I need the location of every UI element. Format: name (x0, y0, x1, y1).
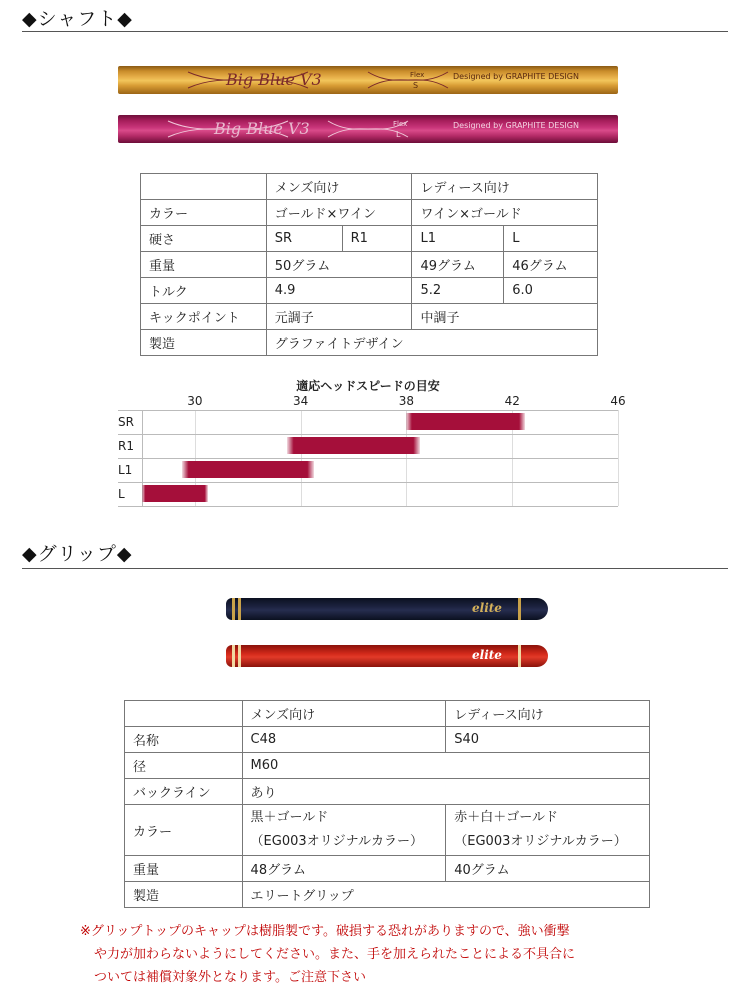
table-cell: R1 (342, 226, 412, 252)
table-row (141, 304, 598, 330)
shaft-maker: Designed by GRAPHITE DESIGN (453, 121, 579, 130)
grip-gold-band (518, 598, 521, 620)
x-tick-label: 42 (504, 394, 520, 408)
row-label: 製造 (125, 882, 243, 908)
x-tick-label: 38 (398, 394, 415, 408)
shaft-image-gold (118, 66, 618, 94)
table-cell: 50グラム (266, 252, 412, 278)
grip-logo: elite (472, 601, 502, 615)
grip-spec-table (124, 700, 650, 908)
shaft-image-wine (118, 115, 618, 143)
color-note: （EG003オリジナルカラー） (250, 834, 423, 849)
row-label: 重量 (141, 252, 267, 278)
table-cell: 48グラム (242, 856, 446, 882)
speed-range-bar (406, 413, 525, 430)
grip-gold-band (238, 598, 241, 620)
table-header-ladies: レディース向け (412, 174, 598, 200)
row-label: 名称 (125, 727, 243, 753)
table-cell: あり (242, 779, 649, 805)
table-cell: L (504, 226, 598, 252)
speed-range-bar (142, 485, 208, 502)
row-label: カラー (141, 200, 267, 226)
table-cell: S40 (446, 727, 650, 753)
table-cell: 4.9 (266, 278, 412, 304)
row-label: 径 (125, 753, 243, 779)
row-label: 製造 (141, 330, 267, 356)
note-line: や力が加わらないようにしてください。また、手を加えられたことによる不具合に (94, 947, 576, 962)
table-cell: 40グラム (446, 856, 650, 882)
table-cell: 5.2 (412, 278, 504, 304)
table-cell: ゴールド×ワイン (266, 200, 412, 226)
grip-image-red (226, 645, 548, 667)
table-cell: 中調子 (412, 304, 598, 330)
shaft-brand-name: Big Blue V3 (226, 70, 322, 89)
table-row (141, 330, 598, 356)
grip-section-title: ◆グリップ◆ (22, 543, 133, 565)
color-note: （EG003オリジナルカラー） (454, 834, 627, 849)
speed-range-bar (182, 461, 314, 478)
row-label: キックポイント (141, 304, 267, 330)
grip-logo: elite (472, 648, 502, 662)
table-cell: SR (266, 226, 342, 252)
row-label: 硬さ (141, 226, 267, 252)
color-line: 赤＋白＋ゴールド (454, 810, 559, 825)
table-row (125, 753, 650, 779)
table-cell: 49グラム (412, 252, 504, 278)
shaft-section-title: ◆シャフト◆ (22, 8, 133, 30)
chart-title: 適応ヘッドスピードの目安 (296, 379, 440, 393)
grid-line (118, 458, 618, 459)
grid-line (118, 482, 618, 483)
table-cell: 元調子 (266, 304, 412, 330)
table-header-mens: メンズ向け (242, 701, 446, 727)
table-row (125, 779, 650, 805)
shaft-flex-label: Flex (410, 71, 425, 79)
shaft-flex: S (413, 81, 419, 90)
category-label: R1 (118, 439, 134, 453)
grid-line (118, 434, 618, 435)
table-cell: エリートグリップ (242, 882, 649, 908)
category-label: L (118, 487, 125, 501)
grip-gold-band (232, 598, 235, 620)
table-row (125, 856, 650, 882)
table-row (141, 200, 598, 226)
section-divider (22, 568, 728, 569)
category-label: L1 (118, 463, 133, 477)
table-header-mens: メンズ向け (266, 174, 412, 200)
speed-range-bar (287, 437, 419, 454)
grip-gold-band (232, 645, 235, 667)
section-divider (22, 31, 728, 32)
shaft-flex: L (396, 130, 401, 139)
x-tick-label: 30 (187, 394, 203, 408)
table-header-ladies: レディース向け (446, 701, 650, 727)
table-row (141, 252, 598, 278)
table-row (125, 882, 650, 908)
grip-gold-band (518, 645, 521, 667)
table-cell: L1 (412, 226, 504, 252)
x-tick-label: 46 (610, 394, 626, 408)
note-line: ついては補償対象外となります。ご注意下さい (94, 970, 366, 985)
x-tick-label: 34 (293, 394, 309, 408)
table-row (141, 278, 598, 304)
table-cell (446, 805, 650, 856)
grid-line (618, 410, 619, 506)
table-cell (242, 805, 446, 856)
color-line: 黒＋ゴールド (250, 810, 329, 825)
row-label: 重量 (125, 856, 243, 882)
row-label: バックライン (125, 779, 243, 805)
table-cell (125, 701, 243, 727)
shaft-brand-name: Big Blue V3 (214, 119, 310, 138)
table-cell: C48 (242, 727, 446, 753)
table-cell: M60 (242, 753, 649, 779)
grid-line (118, 506, 618, 507)
shaft-flex-label: Flex (393, 120, 408, 128)
grip-gold-band (238, 645, 241, 667)
grip-image-black (226, 598, 548, 620)
category-label: SR (118, 415, 134, 429)
table-header-row (125, 701, 650, 727)
shaft-maker: Designed by GRAPHITE DESIGN (453, 72, 579, 81)
row-label: トルク (141, 278, 267, 304)
table-cell: グラファイトデザイン (266, 330, 597, 356)
grid-line (118, 410, 618, 411)
table-cell (141, 174, 267, 200)
shaft-spec-table (140, 173, 598, 356)
table-row (125, 727, 650, 753)
table-cell: 46グラム (504, 252, 598, 278)
table-cell: 6.0 (504, 278, 598, 304)
note-line: ※グリップトップのキャップは樹脂製です。破損する恐れがありますので、強い衝撃 (80, 924, 570, 939)
table-cell: ワイン×ゴールド (412, 200, 598, 226)
caution-note (80, 920, 680, 989)
row-label: カラー (125, 805, 243, 856)
table-row (125, 805, 650, 856)
table-row (141, 226, 598, 252)
table-header-row (141, 174, 598, 200)
